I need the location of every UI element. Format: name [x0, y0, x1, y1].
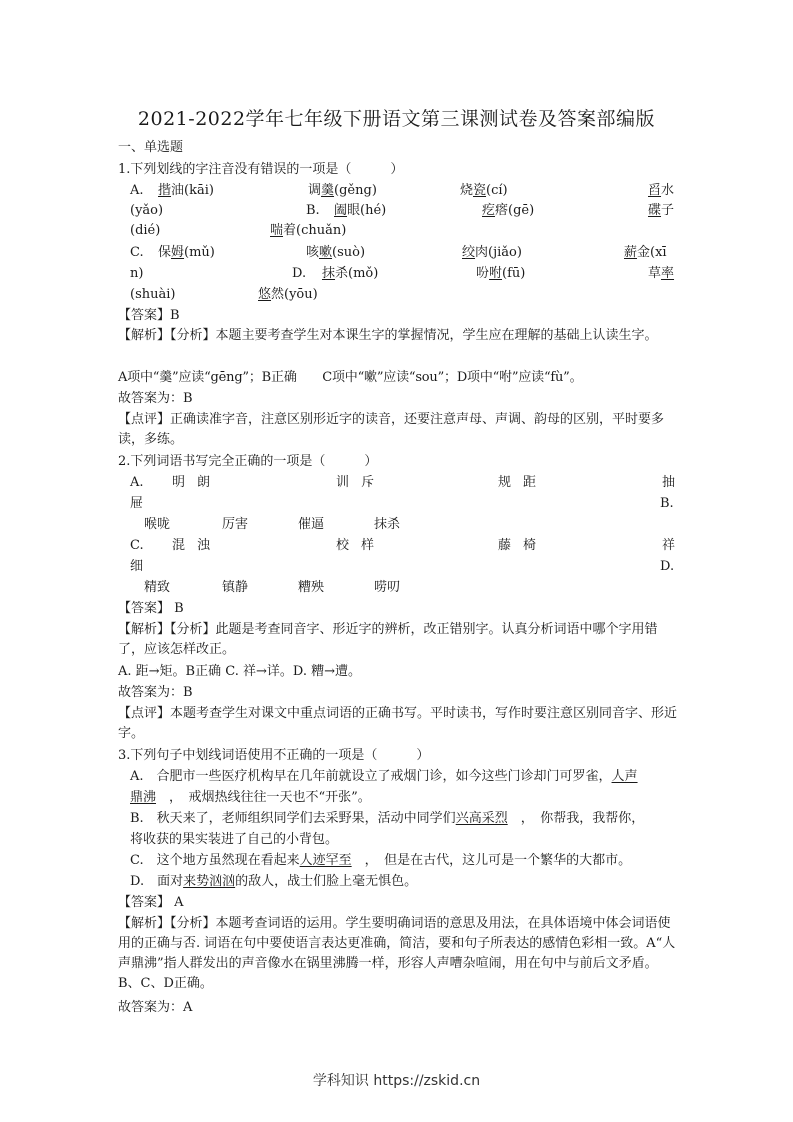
q3-stem: 3.下列句子中划线词语使用不正确的一项是（ ）: [118, 748, 430, 763]
q3-option-b: B. 秋天来了，老师组织同学们去采野果，活动中同学们兴高采烈 ， 你帮我，我帮你，: [130, 811, 645, 826]
q1-a3: 烧瓷(cí): [460, 183, 508, 198]
q1-analysis: 【解析】【分析】本题主要考查学生对本课生字的掌握情况，学生应在理解的基础上认读生字。: [118, 328, 658, 343]
q2-conclusion: 故答案为：B: [118, 685, 193, 700]
q1-c4-cont: n): [130, 266, 144, 281]
section-heading: 一、单选题: [118, 140, 184, 155]
q1-d3-cont: (shuài): [130, 287, 176, 302]
page-footer: 学科知识 https://zskid.cn: [312, 1073, 481, 1089]
q2-a1: 明朗: [172, 475, 223, 490]
q1-option-c-label: C.: [130, 245, 144, 260]
q1-stem: 1.下列划线的字注音没有错误的一项是（ ）: [118, 162, 404, 177]
q3-option-b-underlined: 兴高采烈: [455, 811, 508, 826]
q2-a4-cont: 屉: [130, 496, 144, 511]
q2-corrections: A. 距→矩。B正确 C. 祥→详。D. 糟→遭。: [118, 664, 361, 679]
q2-comment: 【点评】本题考查学生对课文中重点词语的正确书写。平时读书，写作时要注意区别同音字、形近字。: [118, 706, 678, 741]
q2-c2: 校样: [336, 538, 387, 553]
q3-option-a-cont: 鼎沸 ， 戒烟热线往往一天也不“开张”。: [130, 790, 371, 805]
q2-b4: 抹杀: [374, 517, 401, 532]
q2-a4: 抽: [662, 475, 676, 490]
q3-option-c-underlined: 人迹罕至: [299, 853, 352, 868]
q1-b3-cont: (dié): [130, 223, 161, 238]
q1-b3: 碟子: [648, 203, 675, 218]
q2-d3: 糟殃: [298, 580, 325, 595]
q1-option-a-label: A.: [130, 183, 144, 198]
q1-c4: 薪金(xī: [624, 245, 667, 260]
q1-option-d-label: D.: [292, 266, 307, 281]
q1-d3: 草率: [648, 266, 675, 281]
q1-b4: 喘着(chuǎn): [270, 223, 347, 238]
q1-a4: 舀水: [648, 183, 675, 198]
q1-conclusion: 故答案为：B: [118, 391, 193, 406]
q2-a2: 训斥: [336, 475, 387, 490]
q2-option-a-label: A.: [130, 475, 144, 490]
q1-b2: 疙瘩(gē): [482, 203, 535, 218]
q1-option-b-label: B.: [306, 203, 320, 218]
q1-d4: 悠然(yōu): [258, 287, 318, 302]
q3-option-a-underlined-1: 人声: [611, 769, 638, 784]
q3-conclusion: 故答案为：A: [118, 1000, 193, 1015]
q2-option-c-label: C.: [130, 538, 144, 553]
q1-comment: 【点评】正确读准字音，注意区别形近字的读音，还要注意声母、声调、韵母的区别，平时要多读，多练。: [118, 412, 665, 447]
q1-c1: 保姆(mǔ): [158, 245, 215, 260]
q2-c1: 混浊: [172, 538, 223, 553]
q3-answer: 【答案】 A: [118, 895, 184, 910]
q1-a4-cont: (yǎo): [130, 203, 164, 218]
q3-option-d-underlined: 来势汹汹: [183, 874, 236, 889]
q2-answer: 【答案】 B: [118, 601, 184, 616]
q2-c4-cont: 细: [130, 559, 144, 574]
q2-analysis: 【解析】【分析】此题是考查同音字、形近字的辨析，改正错别字。认真分析词语中哪个字用错了，应该怎样改正。: [118, 622, 658, 657]
q1-b1: 阖眼(hé): [334, 203, 387, 218]
q2-c4: 祥: [662, 538, 676, 553]
q3-option-d: D. 面对来势汹汹的敌人，战士们脸上毫无惧色。: [130, 874, 418, 889]
q1-analysis-detail: A项中“羹”应读“gēng”；B正确 C项中“嗽”应读“sou”；D项中“咐”应读“fù”。: [118, 370, 583, 385]
q2-b2: 厉害: [222, 517, 249, 532]
q3-option-a: A. 合肥市一些医疗机构早在几年前就设立了戒烟门诊，如今这些门诊却门可罗雀，人声: [130, 769, 638, 784]
q2-d1: 精致: [144, 580, 171, 595]
q2-stem: 2.下列词语书写完全正确的一项是（ ）: [118, 454, 378, 469]
q1-d1: 抹杀(mǒ): [322, 266, 379, 281]
document-title: 2021-2022学年七年级下册语文第三课测试卷及答案部编版: [137, 108, 656, 130]
q1-a2: 调羹(gěng): [308, 183, 377, 198]
q2-option-d-label: D.: [660, 559, 675, 574]
q2-b3: 催逼: [298, 517, 325, 532]
q2-c3: 藤椅: [498, 538, 549, 553]
q2-b1: 喉咙: [144, 517, 171, 532]
q1-a1: 揩油(kāi): [158, 183, 214, 198]
q1-d2: 吩咐(fū): [476, 266, 526, 281]
q3-option-c: C. 这个地方虽然现在看起来人迹罕至 ， 但是在古代，这儿可是一个繁华的大都市。: [130, 853, 632, 868]
q1-c3: 绞肉(jiǎo): [462, 245, 522, 260]
q3-option-b-cont: 将收获的果实装进了自己的小背包。: [130, 832, 339, 847]
q2-d4: 唠叨: [374, 580, 401, 595]
q1-answer: 【答案】B: [118, 308, 180, 323]
q1-c2: 咳嗽(suò): [306, 245, 366, 260]
q2-option-b-label: B.: [660, 496, 674, 511]
q2-d2: 镇静: [222, 580, 249, 595]
q2-a3: 规距: [498, 475, 549, 490]
q3-analysis: 【解析】【分析】本题考查词语的运用。学生要明确词语的意思及用法，在具体语境中体会词语使用的正确与否. 词语在句中要使语言表达更准确，简洁，要和句子所表达的感情色彩相一致。A“人声鼎沸”指人群发出的声音像水在锅里沸腾一样，形容人声嘈杂喧闹，用在句中与前后文矛盾。B、C、D正确。: [118, 916, 676, 991]
q3-option-a-underlined-2: 鼎沸: [130, 790, 157, 805]
